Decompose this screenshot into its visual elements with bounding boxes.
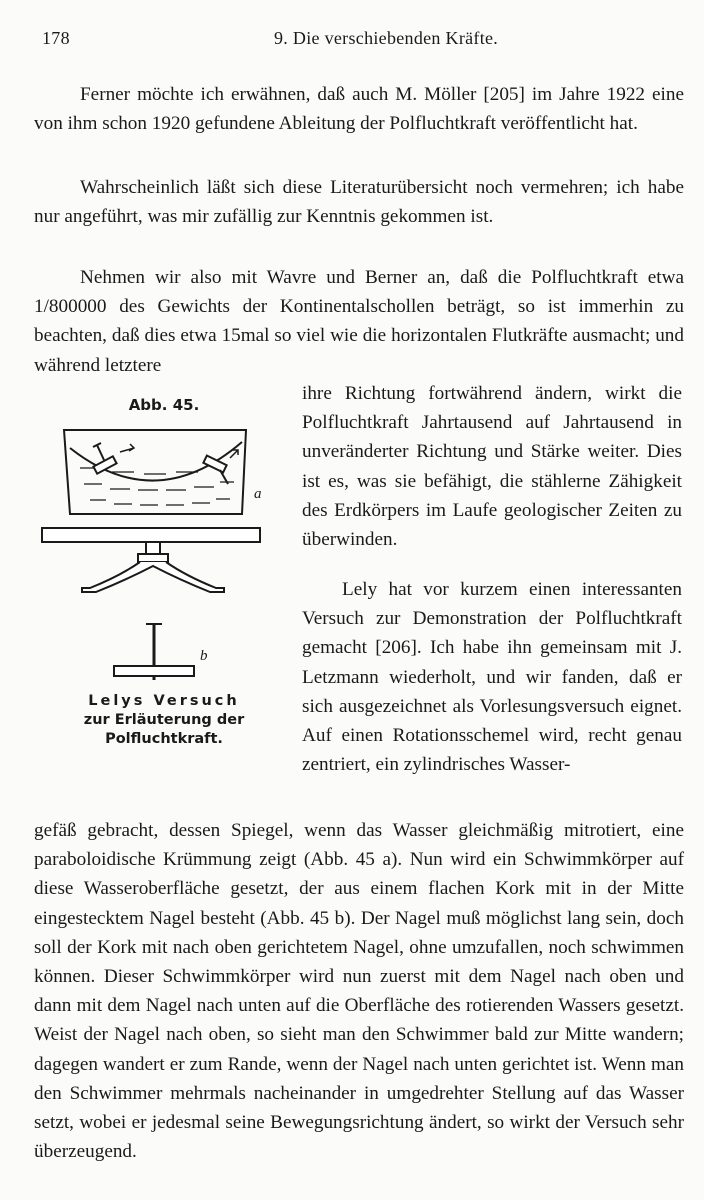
figure-illustration: [34, 388, 294, 698]
figure-title: Abb. 45.: [128, 396, 200, 414]
paragraph-4: Lely hat vor kurzem einen interessanten Versuch zur Demonstration der Polfluchtkraft gemacht [206]. Ich habe ihn gemeinsam mit J. Letzmann wiederholt, und wir fanden, daß er sich ausgezeichnet als Vorlesungsversuch eignet. Auf einen Rotationsschemel wird, recht genau zentriert, ein zylindrisches Wasser-: [302, 579, 682, 776]
figure-caption: [34, 692, 294, 749]
label-b: b: [200, 648, 208, 664]
page-header: [42, 28, 674, 56]
paragraph-2: Wahrscheinlich läßt sich diese Literaturübersicht noch vermehren; ich habe nur angeführt, was mir zufällig zur Kenntnis gekommen ist.: [34, 177, 684, 228]
label-a: a: [254, 486, 262, 502]
float-with-nail-drawing: [114, 624, 194, 680]
paragraph-3: Nehmen wir also mit Wavre und Berner an, daß die Polfluchtkraft etwa 1/800000 des Gewichts der Kontinentalschollen beträgt, so ist immerhin zu beachten, daß dies etwa 15mal so viel wie die horizontalen Flutkräfte ausmacht; und während letztere: [34, 267, 684, 376]
paragraph-4-continued: gefäß gebracht, dessen Spiegel, wenn das Wasser gleichmäßig mitrotiert, eine paraboloidische Krümmung zeigt (Abb. 45 a). Nun wird ein Schwimmkörper auf diese Wasseroberfläche gesetzt, der aus einem flachen Kork mit in der Mitte eingestecktem Nagel besteht (Abb. 45 b). Der Nagel muß möglichst lang sein, doch soll der Kork mit nach oben gerichtetem Nagel, ohne umzufallen, noch schwimmen können. Dieser Schwimmkörper wird nun zuerst mit dem Nagel nach oben und dann mit dem Nagel nach unten auf die Oberfläche des rotierenden Wassers gesetzt. Weist der Nagel nach oben, so sieht man den Schwimmer bald zur Mitte wandern; dagegen wandert er zum Rande, wenn der Nagel nach unten gerichtet ist. Wenn man den Schwimmer mehrmals nacheinander in umgedrehter Stellung auf das Wasser setzt, wobei er jedesmal seine Bewegungsrichtung ändert, so wirkt der Versuch sehr überzeugend.: [34, 820, 684, 1163]
paragraph-1: Ferner möchte ich erwähnen, daß auch M. Möller [205] im Jahre 1922 eine von ihm schon 1920 gefundene Ableitung der Polfluchtkraft veröffentlicht hat.: [34, 84, 684, 135]
page-number: 178: [42, 28, 70, 48]
figure-45: [34, 388, 294, 768]
paragraph-3-continued: ihre Richtung fortwährend ändern, wirkt die Polfluchtkraft Jahrtausend auf Jahrtausend in unveränderter Richtung und Stärke weiter. Dies ist es, was sie befähigt, die stählerne Zähigkeit des Erdkörpers im Laufe geologischer Zeiten zu überwinden.: [302, 383, 682, 551]
rotating-vessel-drawing: [42, 430, 260, 592]
caption-line-3: Polfluchtkraft.: [105, 731, 223, 747]
caption-line-2: zur Erläuterung der: [83, 712, 245, 728]
running-head: 9. Die verschiebenden Kräfte.: [274, 28, 499, 48]
caption-line-1: Lelys Versuch: [88, 693, 240, 709]
